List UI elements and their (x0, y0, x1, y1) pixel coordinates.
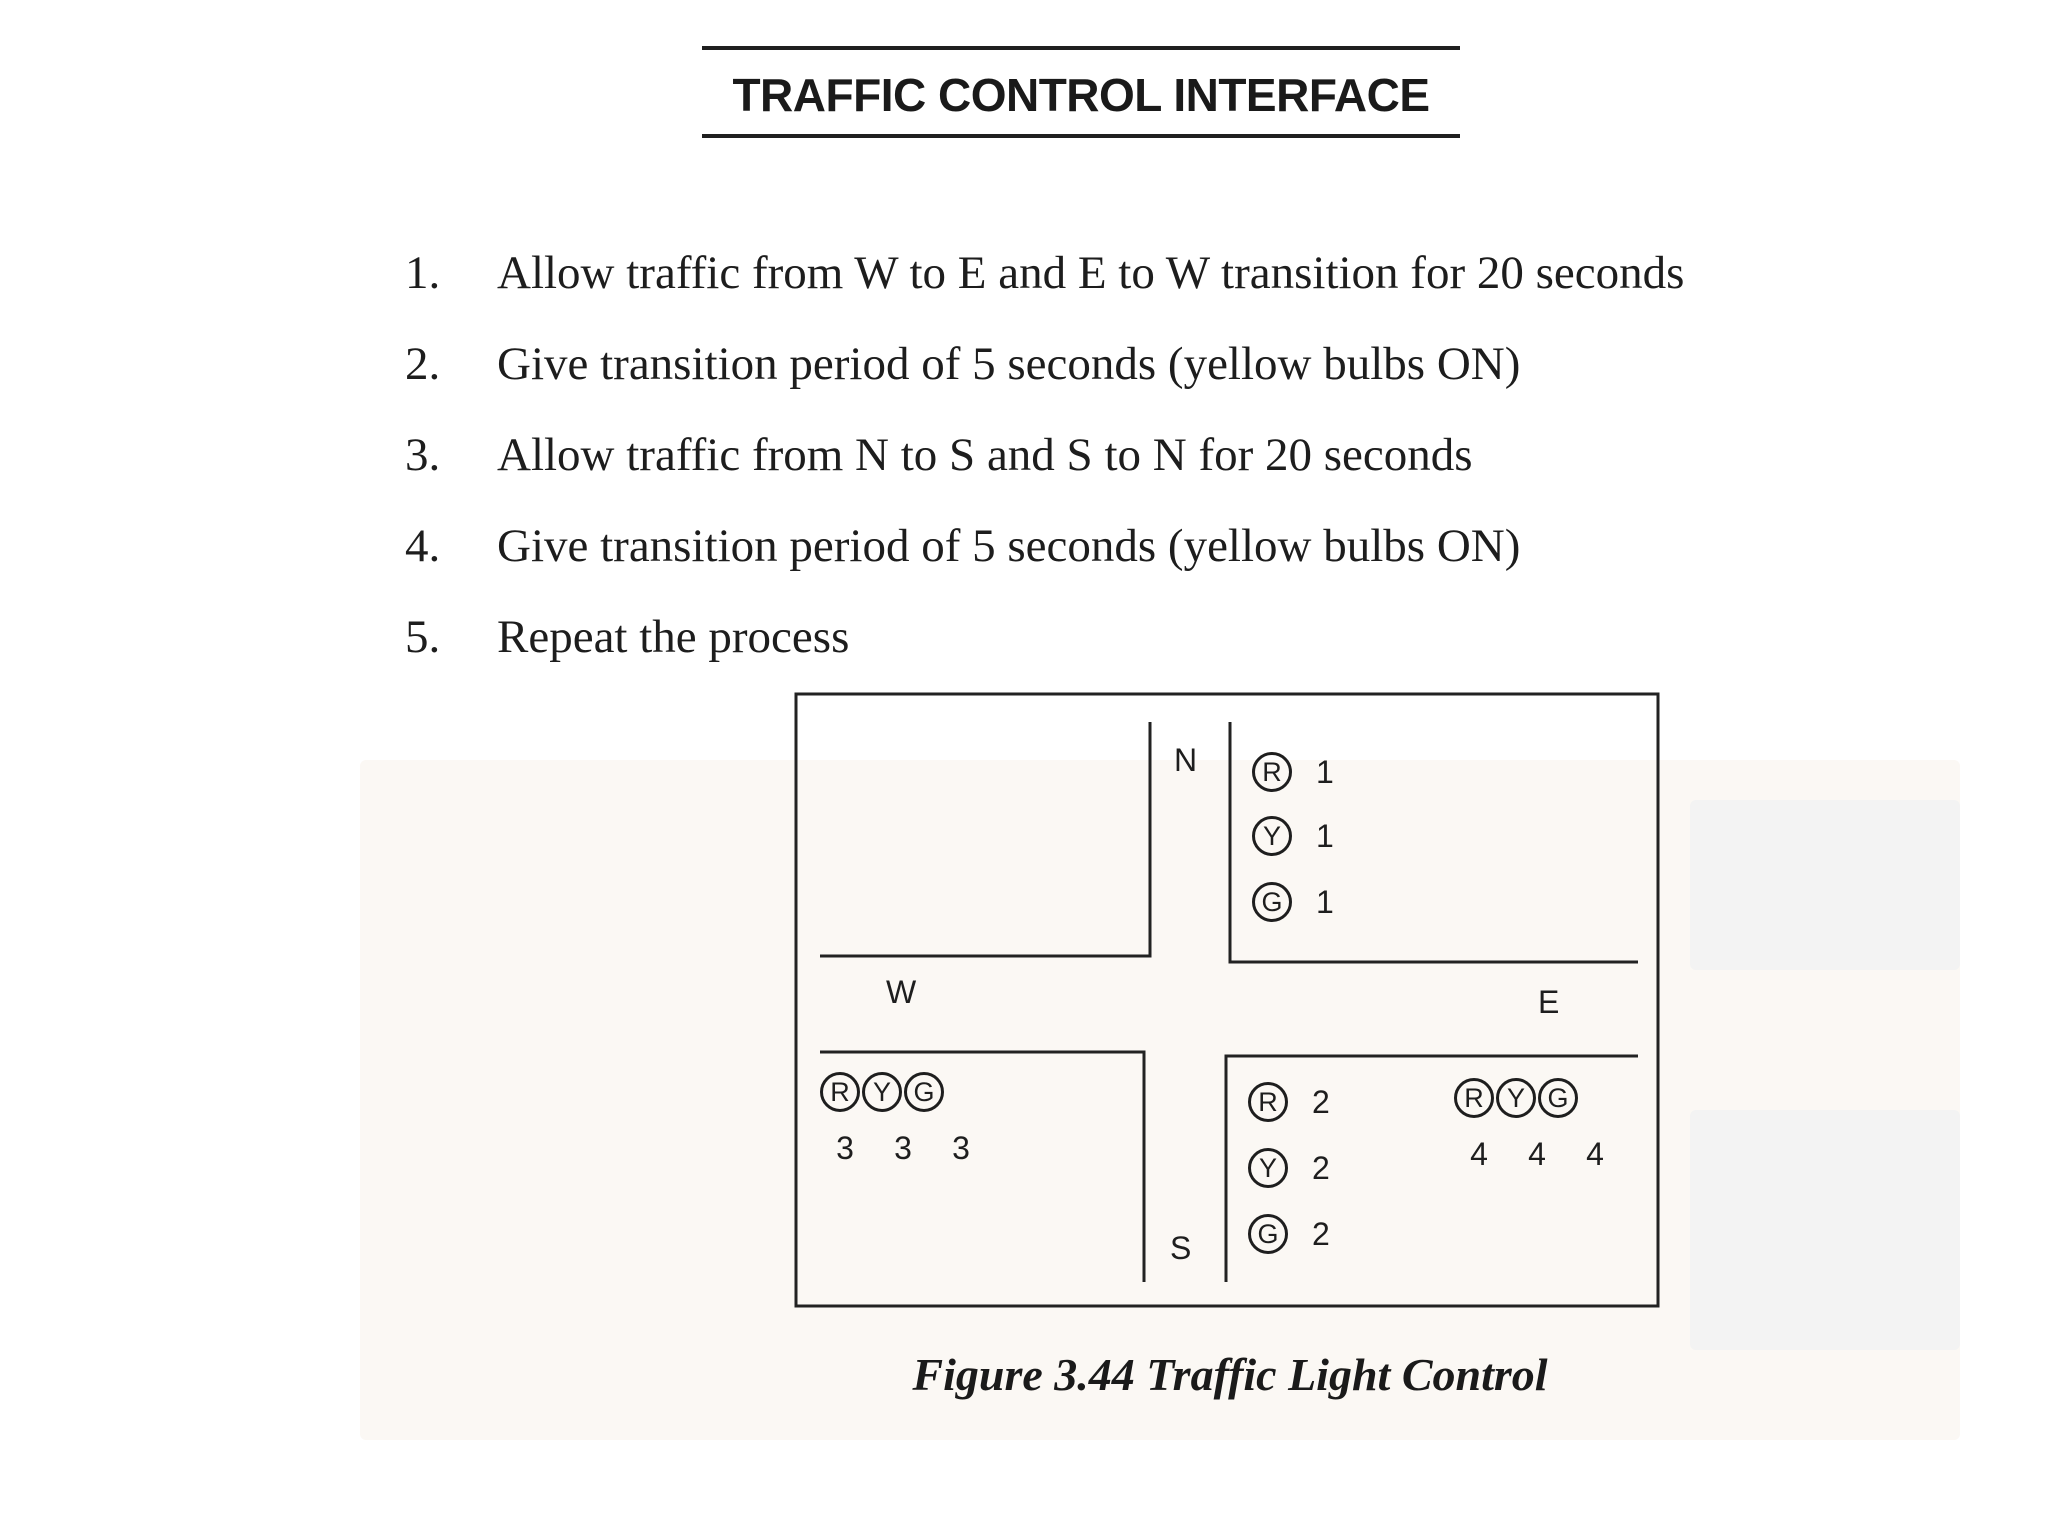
signal-number: 1 (1316, 817, 1334, 854)
list-item (405, 501, 1825, 592)
road-edge-nw (820, 722, 1150, 956)
west-signal-numbers (816, 1130, 990, 1167)
south-yellow-signal (1248, 1148, 1330, 1188)
south-label: S (1170, 1230, 1192, 1266)
east-label: E (1538, 984, 1560, 1020)
north-yellow-signal (1252, 816, 1334, 856)
red-lamp-icon: R (820, 1072, 860, 1112)
south-red-signal (1248, 1082, 1330, 1122)
step-number: 1. (405, 247, 441, 299)
figure-caption: Figure 3.44 Traffic Light Control (912, 1349, 1548, 1400)
north-red-signal (1252, 752, 1334, 792)
red-lamp-icon: R (1252, 752, 1292, 792)
step-text: Allow traffic from N to S and S to N for 20 seconds (497, 429, 1473, 481)
signal-number: 2 (1312, 1149, 1330, 1186)
north-green-signal (1252, 882, 1334, 922)
step-number: 4. (405, 520, 441, 572)
step-text: Give transition period of 5 seconds (yellow bulbs ON) (497, 338, 1521, 390)
green-lamp-icon: G (904, 1072, 944, 1112)
list-item (405, 319, 1825, 410)
green-lamp-icon: G (1538, 1078, 1578, 1118)
signal-number: 1 (1316, 753, 1334, 790)
steps-list (405, 228, 1825, 683)
red-lamp-icon: R (1454, 1078, 1494, 1118)
south-green-signal (1248, 1214, 1330, 1254)
green-lamp-icon: G (1252, 882, 1292, 922)
title-bottom-rule (702, 134, 1460, 138)
step-text: Repeat the process (497, 611, 850, 663)
title-top-rule (702, 46, 1460, 50)
title-text: TRAFFIC CONTROL INTERFACE (732, 69, 1430, 121)
west-label: W (886, 974, 917, 1010)
traffic-intersection-figure (790, 686, 1670, 1316)
list-item (405, 410, 1825, 501)
step-number: 3. (405, 429, 441, 481)
signal-number: 4 (1528, 1136, 1546, 1172)
signal-number: 4 (1470, 1136, 1488, 1172)
west-signal (820, 1072, 946, 1112)
yellow-lamp-icon: Y (1252, 816, 1292, 856)
step-text: Allow traffic from W to E and E to W transition for 20 seconds (497, 247, 1685, 299)
signal-number: 1 (1316, 883, 1334, 920)
red-lamp-icon: R (1248, 1082, 1288, 1122)
step-number: 2. (405, 338, 441, 390)
signal-number: 3 (894, 1130, 912, 1166)
signal-number: 3 (952, 1130, 970, 1166)
background-tint (1690, 800, 1960, 970)
signal-number: 2 (1312, 1215, 1330, 1252)
list-item (405, 592, 1825, 683)
east-signal-numbers (1450, 1136, 1624, 1173)
yellow-lamp-icon: Y (1248, 1148, 1288, 1188)
east-signal (1454, 1078, 1580, 1118)
signal-number: 4 (1586, 1136, 1604, 1172)
step-text: Give transition period of 5 seconds (yellow bulbs ON) (497, 520, 1521, 572)
signal-number: 3 (836, 1130, 854, 1166)
signal-number: 2 (1312, 1083, 1330, 1120)
yellow-lamp-icon: Y (1496, 1078, 1536, 1118)
green-lamp-icon: G (1248, 1214, 1288, 1254)
north-label: N (1174, 742, 1198, 778)
list-item (405, 228, 1825, 319)
background-tint (1690, 1110, 1960, 1350)
step-number: 5. (405, 611, 441, 663)
page-title (702, 46, 1460, 142)
yellow-lamp-icon: Y (862, 1072, 902, 1112)
